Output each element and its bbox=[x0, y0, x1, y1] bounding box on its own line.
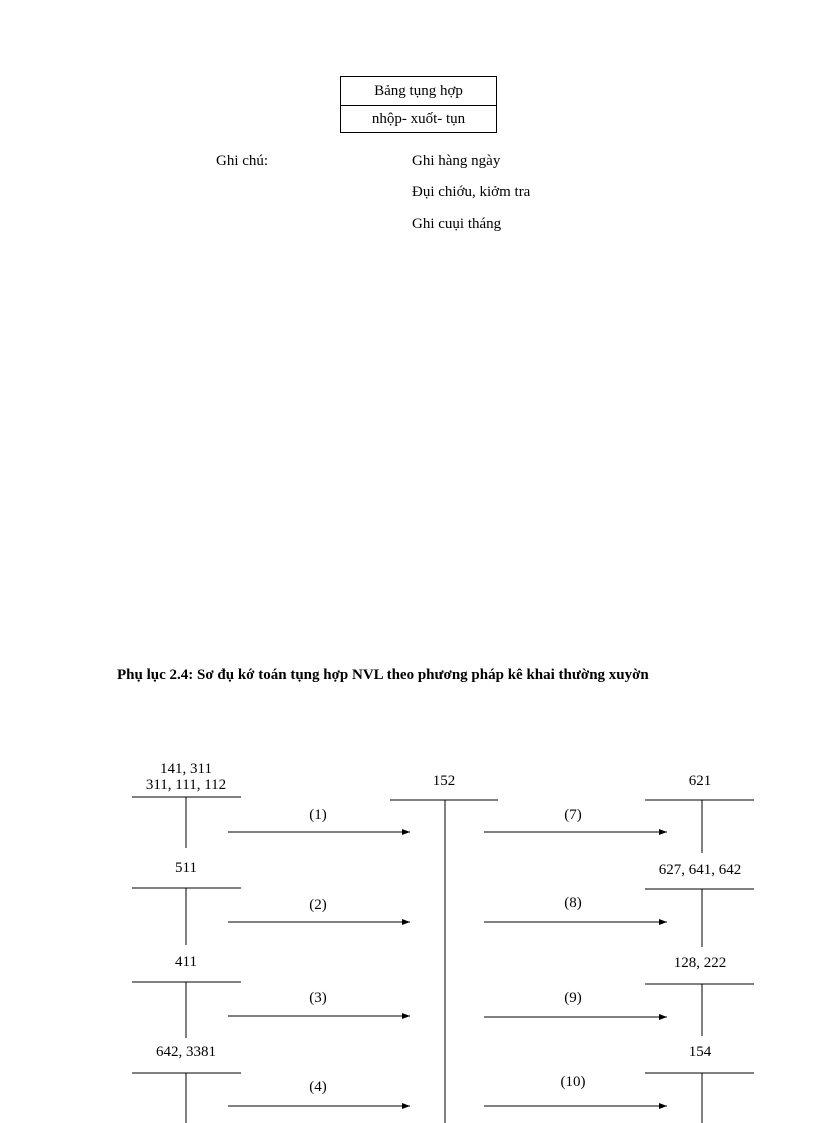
summary-box-line1: Bảng tụng hợp bbox=[341, 77, 496, 106]
appendix-title: Phụ lục 2.4: Sơ đụ kớ toán tụng hợp NVL theo phương pháp kê khai thường xuyờn bbox=[117, 667, 649, 683]
summary-box-line2: nhộp- xuốt- tụn bbox=[371, 111, 466, 127]
flow-label-8: (8) bbox=[564, 895, 582, 911]
right-account-4: 154 bbox=[688, 1044, 712, 1060]
flow-label-3: (3) bbox=[309, 990, 327, 1006]
flow-label-10: (10) bbox=[560, 1074, 586, 1090]
left-account-4: 642, 3381 bbox=[156, 1044, 216, 1060]
note-monthly: Ghi cuụi tháng bbox=[412, 216, 502, 232]
left-account-2: 511 bbox=[175, 860, 197, 876]
note-daily: Ghi hàng ngày bbox=[412, 153, 501, 169]
right-account-2: 627, 641, 642 bbox=[658, 862, 742, 878]
notes-label: Ghi chú: bbox=[216, 153, 269, 169]
left-account-1: 141, 311 311, 111, 112 bbox=[145, 761, 227, 793]
right-account-3: 128, 222 bbox=[673, 955, 727, 971]
note-check: Đụi chiớu, kiởm tra bbox=[412, 184, 531, 200]
flow-label-4: (4) bbox=[309, 1079, 327, 1095]
flow-label-1: (1) bbox=[309, 807, 327, 823]
center-account: 152 bbox=[432, 773, 456, 789]
flow-label-2: (2) bbox=[309, 897, 327, 913]
right-account-1: 621 bbox=[688, 773, 712, 789]
left-account-3: 411 bbox=[175, 954, 197, 970]
flow-label-7: (7) bbox=[564, 807, 582, 823]
flow-label-9: (9) bbox=[564, 990, 582, 1006]
